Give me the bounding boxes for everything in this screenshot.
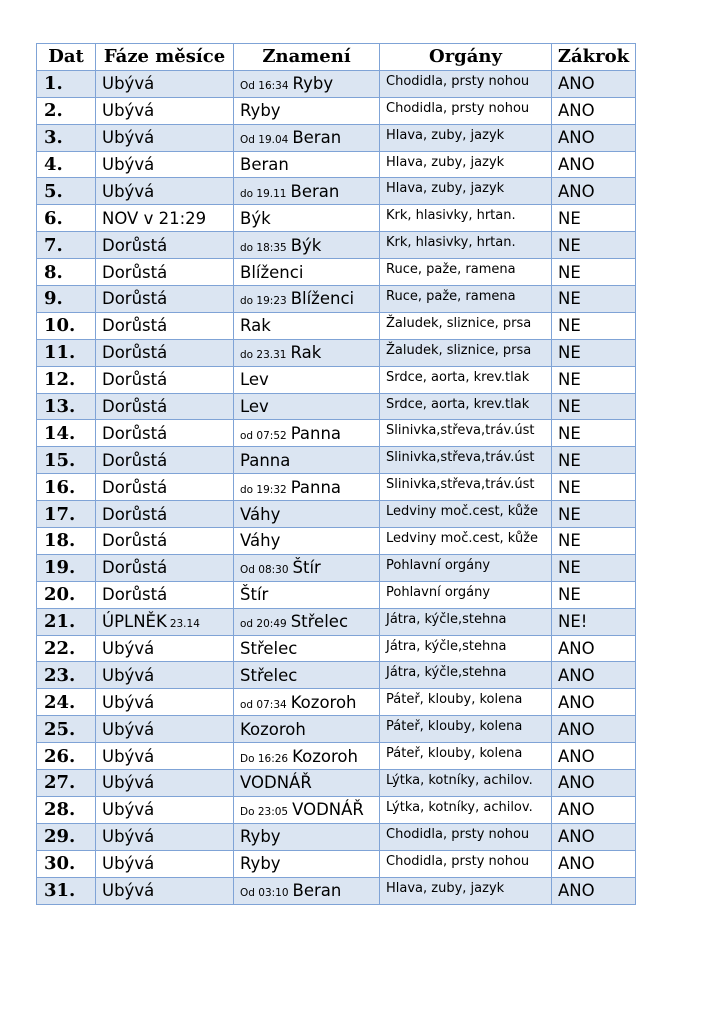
phase-cell — [96, 420, 234, 447]
sign-text: Střelec — [240, 639, 298, 659]
sign-cell — [234, 312, 380, 339]
sign-time-prefix: od 07:34 — [240, 698, 287, 711]
header-sign: Znamení — [234, 44, 380, 71]
day-cell: 20. — [37, 581, 96, 608]
sign-text: VODNÁŘ — [292, 800, 364, 820]
sign-text: Štír — [292, 558, 321, 578]
phase-text: Dorůstá — [102, 289, 168, 309]
phase-text: Ubývá — [102, 639, 155, 659]
sign-cell — [234, 528, 380, 555]
phase-cell — [96, 366, 234, 393]
procedure-cell: NE — [552, 528, 636, 555]
table-row — [37, 232, 636, 259]
sign-cell — [234, 420, 380, 447]
organs-cell: Páteř, klouby, kolena — [380, 743, 552, 770]
procedure-cell: NE — [552, 232, 636, 259]
phase-text: Ubývá — [102, 746, 155, 766]
procedure-cell: NE — [552, 420, 636, 447]
table-row — [37, 662, 636, 689]
day-cell: 28. — [37, 796, 96, 823]
procedure-cell: NE — [552, 393, 636, 420]
sign-cell — [234, 850, 380, 877]
phase-cell — [96, 581, 234, 608]
table-row — [37, 70, 636, 97]
table-row — [37, 770, 636, 797]
organs-cell: Lýtka, kotníky, achilov. — [380, 796, 552, 823]
sign-text: Střelec — [290, 612, 349, 632]
phase-text: Ubývá — [102, 800, 155, 820]
procedure-cell: NE — [552, 554, 636, 581]
phase-text: NOV v 21:29 — [102, 208, 207, 228]
phase-cell — [96, 662, 234, 689]
phase-text: Ubývá — [102, 692, 155, 712]
sign-cell — [234, 366, 380, 393]
sign-cell — [234, 178, 380, 205]
procedure-cell: NE — [552, 312, 636, 339]
table-row — [37, 823, 636, 850]
sign-cell — [234, 608, 380, 635]
phase-text: Dorůstá — [102, 262, 168, 282]
phase-text: Dorůstá — [102, 316, 168, 336]
phase-cell — [96, 716, 234, 743]
organs-cell: Ledviny moč.cest, kůže — [380, 501, 552, 528]
day-cell: 18. — [37, 528, 96, 555]
sign-text: Ryby — [240, 101, 281, 121]
phase-cell — [96, 554, 234, 581]
procedure-cell: NE — [552, 286, 636, 313]
sign-cell — [234, 796, 380, 823]
phase-cell — [96, 259, 234, 286]
phase-cell — [96, 608, 234, 635]
sign-text: Lev — [240, 370, 269, 390]
sign-cell — [234, 339, 380, 366]
phase-text: Ubývá — [102, 101, 155, 121]
phase-cell — [96, 689, 234, 716]
sign-text: Kozoroh — [240, 719, 306, 739]
procedure-cell: NE — [552, 447, 636, 474]
phase-cell — [96, 151, 234, 178]
day-cell: 15. — [37, 447, 96, 474]
organs-cell: Ledviny moč.cest, kůže — [380, 528, 552, 555]
organs-cell: Chodidla, prsty nohou — [380, 97, 552, 124]
phase-cell — [96, 205, 234, 232]
organs-cell: Žaludek, sliznice, prsa — [380, 339, 552, 366]
day-cell: 10. — [37, 312, 96, 339]
sign-cell — [234, 393, 380, 420]
sign-cell — [234, 823, 380, 850]
phase-text: Ubývá — [102, 719, 155, 739]
sign-text: Váhy — [240, 504, 281, 524]
procedure-cell: NE! — [552, 608, 636, 635]
phase-text: Ubývá — [102, 665, 155, 685]
procedure-cell: ANO — [552, 97, 636, 124]
sign-text: Váhy — [240, 531, 281, 551]
phase-cell — [96, 770, 234, 797]
organs-cell: Žaludek, sliznice, prsa — [380, 312, 552, 339]
table-row — [37, 420, 636, 447]
phase-cell — [96, 339, 234, 366]
sign-text: Střelec — [240, 665, 298, 685]
table-row — [37, 877, 636, 904]
organs-cell: Slinivka,střeva,tráv.úst — [380, 420, 552, 447]
day-cell: 19. — [37, 554, 96, 581]
sign-text: Rak — [290, 343, 322, 363]
organs-cell: Slinivka,střeva,tráv.úst — [380, 474, 552, 501]
phase-text: Ubývá — [102, 74, 155, 94]
sign-cell — [234, 635, 380, 662]
table-row — [37, 97, 636, 124]
organs-cell: Játra, kýčle,stehna — [380, 635, 552, 662]
sign-time-prefix: do 18:35 — [240, 241, 287, 254]
procedure-cell: ANO — [552, 689, 636, 716]
sign-cell — [234, 877, 380, 904]
sign-text: Beran — [292, 881, 342, 901]
phase-cell — [96, 70, 234, 97]
day-cell: 17. — [37, 501, 96, 528]
sign-time-prefix: do 19:32 — [240, 483, 287, 496]
phase-text: Ubývá — [102, 181, 155, 201]
phase-text: Ubývá — [102, 827, 155, 847]
day-cell: 26. — [37, 743, 96, 770]
phase-text: Ubývá — [102, 128, 155, 148]
day-cell: 16. — [37, 474, 96, 501]
procedure-cell: ANO — [552, 743, 636, 770]
sign-text: Panna — [290, 477, 342, 497]
day-cell: 7. — [37, 232, 96, 259]
phase-cell — [96, 97, 234, 124]
sign-time-prefix: Od 19.04 — [240, 134, 289, 147]
day-cell: 13. — [37, 393, 96, 420]
phase-text: Ubývá — [102, 155, 155, 174]
procedure-cell: NE — [552, 581, 636, 608]
day-cell: 22. — [37, 635, 96, 662]
procedure-cell: ANO — [552, 151, 636, 178]
sign-time-prefix: do 19:23 — [240, 295, 287, 308]
procedure-cell: NE — [552, 259, 636, 286]
phase-cell — [96, 796, 234, 823]
sign-cell — [234, 151, 380, 178]
phase-cell — [96, 178, 234, 205]
organs-cell: Hlava, zuby, jazyk — [380, 178, 552, 205]
table-row — [37, 339, 636, 366]
table-row — [37, 286, 636, 313]
procedure-cell: ANO — [552, 716, 636, 743]
sign-time-prefix: Do 16:26 — [240, 752, 289, 765]
procedure-cell: ANO — [552, 178, 636, 205]
organs-cell: Pohlavní orgány — [380, 581, 552, 608]
header-row — [37, 44, 636, 71]
organs-cell: Játra, kýčle,stehna — [380, 662, 552, 689]
table-row — [37, 528, 636, 555]
sign-text: Ryby — [240, 854, 281, 874]
sign-text: Rak — [240, 316, 271, 336]
organs-cell: Krk, hlasivky, hrtan. — [380, 232, 552, 259]
sign-text: VODNÁŘ — [240, 773, 312, 793]
procedure-cell: ANO — [552, 850, 636, 877]
procedure-cell: ANO — [552, 796, 636, 823]
table-row — [37, 689, 636, 716]
day-cell: 9. — [37, 286, 96, 313]
organs-cell: Lýtka, kotníky, achilov. — [380, 770, 552, 797]
organs-cell: Chodidla, prsty nohou — [380, 850, 552, 877]
sign-text: Býk — [290, 235, 322, 255]
procedure-cell: ANO — [552, 823, 636, 850]
sign-cell — [234, 501, 380, 528]
day-cell: 6. — [37, 205, 96, 232]
phase-cell — [96, 635, 234, 662]
table-row — [37, 635, 636, 662]
sign-cell — [234, 259, 380, 286]
day-cell: 5. — [37, 178, 96, 205]
phase-cell — [96, 393, 234, 420]
sign-cell — [234, 743, 380, 770]
phase-text: Dorůstá — [102, 397, 168, 417]
phase-cell — [96, 474, 234, 501]
table-row — [37, 850, 636, 877]
day-cell: 14. — [37, 420, 96, 447]
sign-text: Panna — [240, 450, 291, 470]
phase-text: Dorůstá — [102, 558, 168, 578]
sign-text: Blíženci — [290, 289, 355, 309]
phase-cell — [96, 528, 234, 555]
sign-time-prefix: do 23.31 — [240, 349, 287, 362]
sign-text: Beran — [240, 155, 289, 174]
sign-text: Lev — [240, 397, 269, 417]
day-cell: 12. — [37, 366, 96, 393]
sign-time-prefix: Od 08:30 — [240, 564, 289, 577]
sign-cell — [234, 581, 380, 608]
organs-cell: Chodidla, prsty nohou — [380, 823, 552, 850]
organs-cell: Játra, kýčle,stehna — [380, 608, 552, 635]
organs-cell: Chodidla, prsty nohou — [380, 70, 552, 97]
sign-text: Štír — [240, 585, 269, 605]
sign-cell — [234, 124, 380, 151]
procedure-cell: ANO — [552, 70, 636, 97]
phase-cell — [96, 823, 234, 850]
day-cell: 29. — [37, 823, 96, 850]
day-cell: 27. — [37, 770, 96, 797]
header-phase: Fáze měsíce — [96, 44, 234, 71]
sign-cell — [234, 474, 380, 501]
sign-cell — [234, 662, 380, 689]
phase-cell — [96, 124, 234, 151]
sign-text: Ryby — [240, 827, 281, 847]
day-cell: 23. — [37, 662, 96, 689]
procedure-cell: ANO — [552, 635, 636, 662]
phase-text: Dorůstá — [102, 504, 168, 524]
phase-text: Dorůstá — [102, 343, 168, 363]
sign-cell — [234, 232, 380, 259]
organs-cell: Pohlavní orgány — [380, 554, 552, 581]
phase-text: Dorůstá — [102, 585, 168, 605]
lunar-calendar-table — [36, 43, 636, 905]
header-organs: Orgány — [380, 44, 552, 71]
day-cell: 3. — [37, 124, 96, 151]
table-row — [37, 743, 636, 770]
phase-text: Ubývá — [102, 881, 155, 901]
sign-cell — [234, 205, 380, 232]
sign-time-prefix: od 07:52 — [240, 429, 287, 442]
phase-cell — [96, 312, 234, 339]
day-cell: 1. — [37, 70, 96, 97]
sign-time-prefix: Od 16:34 — [240, 80, 289, 93]
day-cell: 11. — [37, 339, 96, 366]
table-row — [37, 312, 636, 339]
day-cell: 30. — [37, 850, 96, 877]
phase-cell — [96, 232, 234, 259]
phase-text: Dorůstá — [102, 423, 168, 443]
table-row — [37, 447, 636, 474]
table-row — [37, 716, 636, 743]
sign-text: Kozoroh — [290, 692, 357, 712]
day-cell: 24. — [37, 689, 96, 716]
day-cell: 8. — [37, 259, 96, 286]
phase-cell — [96, 286, 234, 313]
phase-text: Dorůstá — [102, 370, 168, 390]
sign-cell — [234, 97, 380, 124]
organs-cell: Hlava, zuby, jazyk — [380, 877, 552, 904]
sign-cell — [234, 689, 380, 716]
phase-text: Ubývá — [102, 773, 155, 793]
organs-cell: Srdce, aorta, krev.tlak — [380, 366, 552, 393]
procedure-cell: ANO — [552, 124, 636, 151]
procedure-cell: NE — [552, 474, 636, 501]
organs-cell: Páteř, klouby, kolena — [380, 689, 552, 716]
table-row — [37, 178, 636, 205]
procedure-cell: NE — [552, 339, 636, 366]
header-day: Dat — [37, 44, 96, 71]
table-row — [37, 393, 636, 420]
sign-text: Ryby — [292, 74, 334, 94]
sign-text: Beran — [292, 128, 342, 148]
organs-cell: Slinivka,střeva,tráv.úst — [380, 447, 552, 474]
day-cell: 4. — [37, 151, 96, 178]
day-cell: 21. — [37, 608, 96, 635]
day-cell: 2. — [37, 97, 96, 124]
organs-cell: Hlava, zuby, jazyk — [380, 151, 552, 178]
table-row — [37, 796, 636, 823]
table-row — [37, 608, 636, 635]
table-row — [37, 205, 636, 232]
organs-cell: Ruce, paže, ramena — [380, 259, 552, 286]
sign-cell — [234, 716, 380, 743]
organs-cell: Krk, hlasivky, hrtan. — [380, 205, 552, 232]
table-row — [37, 366, 636, 393]
phase-text: Dorůstá — [102, 235, 168, 255]
procedure-cell: NE — [552, 501, 636, 528]
sign-cell — [234, 70, 380, 97]
phase-cell — [96, 501, 234, 528]
table-row — [37, 581, 636, 608]
procedure-cell: ANO — [552, 770, 636, 797]
procedure-cell: NE — [552, 366, 636, 393]
table-row — [37, 151, 636, 178]
table-row — [37, 474, 636, 501]
phase-cell — [96, 877, 234, 904]
day-cell: 31. — [37, 877, 96, 904]
lunar-calendar-table-wrapper — [36, 43, 636, 905]
phase-text: ÚPLNĚK — [102, 612, 167, 632]
procedure-cell: ANO — [552, 662, 636, 689]
sign-text: Panna — [290, 423, 342, 443]
phase-note: 23.14 — [169, 618, 200, 631]
phase-cell — [96, 447, 234, 474]
phase-cell — [96, 743, 234, 770]
phase-text: Dorůstá — [102, 450, 168, 470]
organs-cell: Srdce, aorta, krev.tlak — [380, 393, 552, 420]
procedure-cell: ANO — [552, 877, 636, 904]
phase-cell — [96, 850, 234, 877]
sign-text: Beran — [290, 181, 340, 201]
sign-text: Kozoroh — [292, 746, 358, 766]
phase-text: Dorůstá — [102, 531, 168, 551]
table-row — [37, 124, 636, 151]
phase-text: Ubývá — [102, 854, 155, 874]
organs-cell: Hlava, zuby, jazyk — [380, 124, 552, 151]
phase-text: Dorůstá — [102, 477, 168, 497]
sign-cell — [234, 554, 380, 581]
organs-cell: Ruce, paže, ramena — [380, 286, 552, 313]
table-row — [37, 259, 636, 286]
header-procedure: Zákrok — [552, 44, 636, 71]
table-body — [37, 70, 636, 904]
sign-text: Býk — [240, 208, 271, 228]
sign-cell — [234, 286, 380, 313]
table-row — [37, 554, 636, 581]
sign-text: Blíženci — [240, 262, 304, 282]
sign-cell — [234, 770, 380, 797]
sign-time-prefix: Od 03:10 — [240, 887, 289, 900]
sign-time-prefix: do 19.11 — [240, 187, 287, 200]
sign-time-prefix: Do 23:05 — [240, 806, 289, 819]
table-row — [37, 501, 636, 528]
organs-cell: Páteř, klouby, kolena — [380, 716, 552, 743]
sign-cell — [234, 447, 380, 474]
procedure-cell: NE — [552, 205, 636, 232]
day-cell: 25. — [37, 716, 96, 743]
sign-time-prefix: od 20:49 — [240, 618, 287, 631]
